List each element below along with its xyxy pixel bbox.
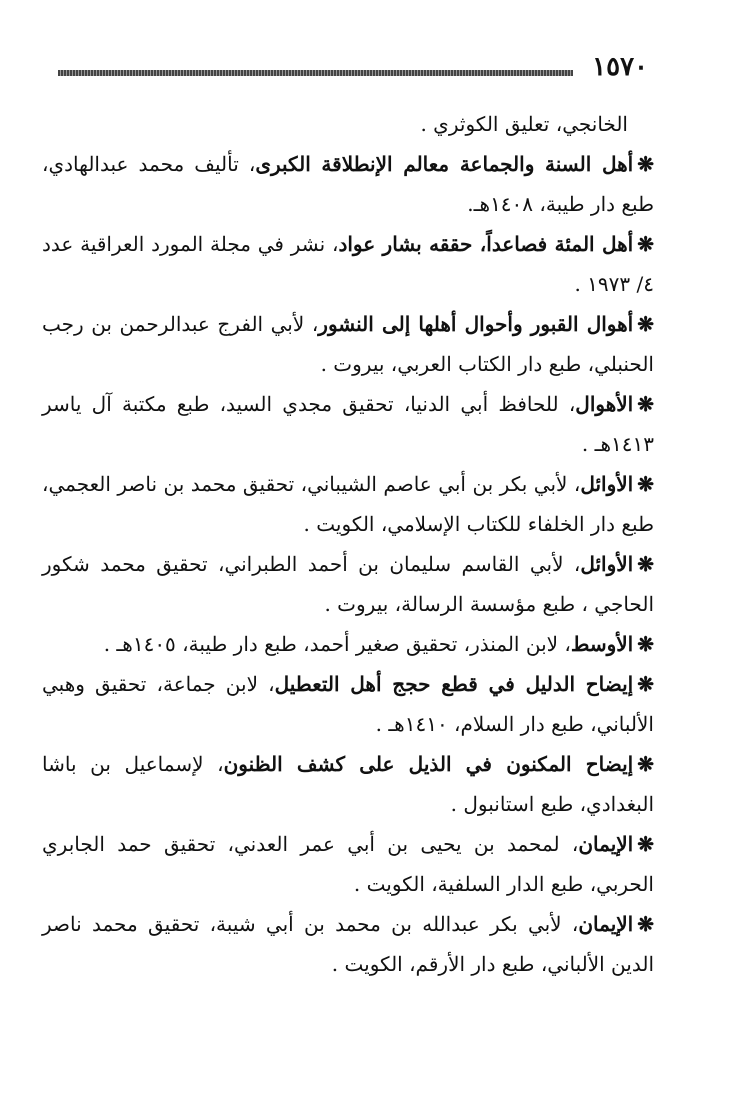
bibliography-entry xyxy=(42,464,654,544)
entry-details: ، لأبي بكر عبدالله بن محمد بن أبي شيبة، تحقيق محمد ناصر الدين الألباني، طبع دار الأرقم، الكويت . xyxy=(42,912,654,976)
entry-title: الأوائل xyxy=(580,552,634,576)
asterisk-bullet-icon: ❋ xyxy=(637,752,655,776)
bibliography-entry xyxy=(42,744,654,824)
bibliography-entry xyxy=(42,904,654,984)
bibliography-list xyxy=(42,104,654,984)
entry-title: أهل السنة والجماعة معالم الإنطلاقة الكبرى xyxy=(255,152,634,176)
asterisk-bullet-icon: ❋ xyxy=(637,312,654,336)
asterisk-bullet-icon: ❋ xyxy=(637,552,654,576)
asterisk-bullet-icon: ❋ xyxy=(637,232,654,256)
bibliography-entry xyxy=(42,824,654,904)
bibliography-entry xyxy=(42,384,654,464)
entry-title: الإيمان xyxy=(578,912,634,936)
page-number: ١٥٧٠ xyxy=(592,52,648,82)
entry-title: الأوسط xyxy=(570,632,634,656)
entry-details: ، لأبي الفرج عبدالرحمن بن رجب الحنبلي، طبع دار الكتاب العربي، بيروت . xyxy=(42,312,654,376)
asterisk-bullet-icon: ❋ xyxy=(637,152,654,176)
bibliography-entry xyxy=(42,144,654,224)
bibliography-entry xyxy=(42,304,654,384)
bibliography-entry xyxy=(42,624,654,664)
asterisk-bullet-icon: ❋ xyxy=(637,472,654,496)
entry-details: ، تأليف محمد عبدالهادي، طبع دار طيبة، ١٤٠٨هـ. xyxy=(42,152,654,216)
entry-title: إيضاح المكنون في الذيل على كشف الظنون xyxy=(223,752,634,776)
entry-details: ، لابن المنذر، تحقيق صغير أحمد، طبع دار طيبة، ١٤٠٥هـ . xyxy=(103,632,571,656)
entry-details: ، لمحمد بن يحيى بن أبي عمر العدني، تحقيق حمد الجابري الحربي، طبع الدار السلفية، الكويت . xyxy=(42,832,654,896)
entry-details: ، للحافظ أبي الدنيا، تحقيق مجدي السيد، طبع مكتبة آل ياسر ١٤١٣هـ . xyxy=(42,392,654,456)
entry-title: الأهوال xyxy=(575,392,634,416)
entry-title: الإيمان xyxy=(578,832,634,856)
entry-details: ، لإسماعيل بن باشا البغدادي، طبع استانبول . xyxy=(42,752,654,816)
asterisk-bullet-icon: ❋ xyxy=(637,632,654,656)
continued-entry-text: الخانجي، تعليق الكوثري . xyxy=(420,112,628,136)
entry-details: ، لأبي بكر بن أبي عاصم الشيباني، تحقيق محمد بن ناصر العجمي، طبع دار الخلفاء للكتاب الإسلامي، الكويت . xyxy=(42,472,654,536)
entry-title: أهوال القبور وأحوال أهلها إلى النشور xyxy=(318,312,634,336)
asterisk-bullet-icon: ❋ xyxy=(637,912,654,936)
entry-details: ، نشر في مجلة المورد العراقية عدد ٤/ ١٩٧٣ . xyxy=(42,232,654,296)
bibliography-entry xyxy=(42,664,654,744)
header-rule xyxy=(58,70,573,76)
entry-details: ، لابن جماعة، تحقيق وهبي الألباني، طبع دار السلام، ١٤١٠هـ . xyxy=(42,672,654,736)
entry-title: الأوائل xyxy=(580,472,634,496)
entry-title: إيضاح الدليل في قطع حجج أهل التعطيل xyxy=(274,672,634,696)
asterisk-bullet-icon: ❋ xyxy=(637,832,654,856)
asterisk-bullet-icon: ❋ xyxy=(637,672,654,696)
asterisk-bullet-icon: ❋ xyxy=(637,392,654,416)
entry-details: ، لأبي القاسم سليمان بن أحمد الطبراني، تحقيق محمد شكور الحاجي ، طبع مؤسسة الرسالة، بيروت . xyxy=(42,552,654,616)
bibliography-entry xyxy=(42,224,654,304)
bibliography-entry xyxy=(42,544,654,624)
entry-title: أهل المئة فصاعداً، حققه بشار عواد xyxy=(338,232,634,256)
entries-container xyxy=(42,144,654,984)
